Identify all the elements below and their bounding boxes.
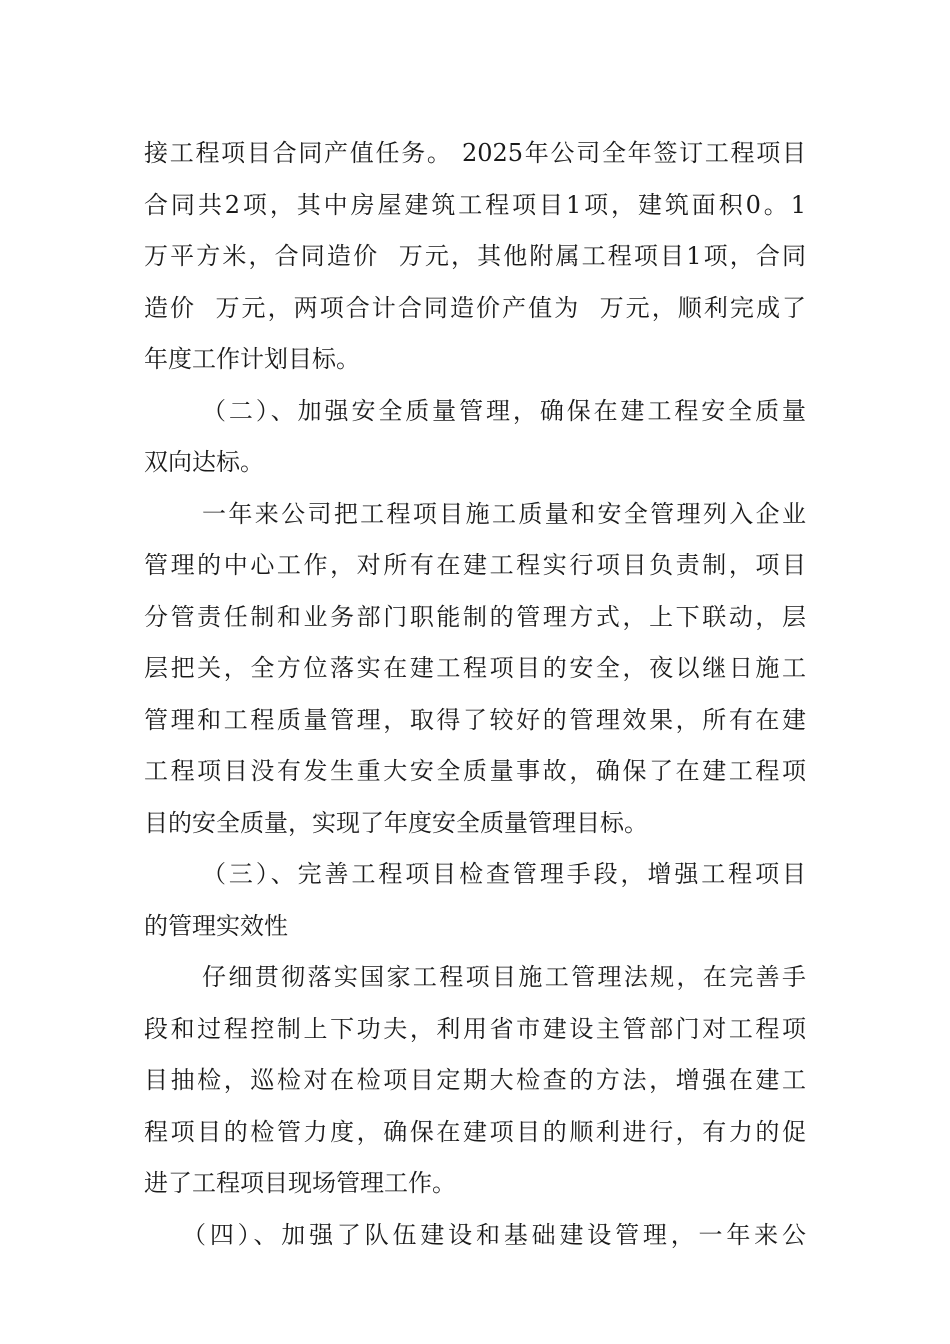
document-body bbox=[144, 128, 806, 1261]
text-line-10: 分管责任制和业务部门职能制的管理方式，上下联动，层 bbox=[144, 602, 806, 631]
section-heading-2-cont: 双向达标。 bbox=[144, 448, 264, 476]
text-line-14: 目的安全质量，实现了年度安全质量管理目标。 bbox=[144, 808, 648, 837]
text-line-13: 工程项目没有发生重大安全质量事故，确保了在建工程项 bbox=[144, 757, 806, 785]
text-line-17: 仔细贯彻落实国家工程项目施工管理法规，在完善手 bbox=[202, 963, 806, 991]
text-line-20: 程项目的检管力度，确保在建项目的顺利进行，有力的促 bbox=[144, 1117, 806, 1146]
text-line-12: 管理和工程质量管理，取得了较好的管理效果，所有在建 bbox=[144, 705, 806, 734]
section-heading-4: （四）、加强了队伍建设和基础建设管理，一年来公 bbox=[182, 1220, 806, 1249]
text-line-11: 层把关，全方位落实在建工程项目的安全，夜以继日施工 bbox=[144, 654, 806, 682]
text-line-18: 段和过程控制上下功夫，利用省市建设主管部门对工程项 bbox=[144, 1014, 806, 1043]
text-line-9: 管理的中心工作，对所有在建工程实行项目负责制，项目 bbox=[144, 551, 806, 579]
text-line-19: 目抽检，巡检对在检项目定期大检查的方法，增强在建工 bbox=[144, 1066, 806, 1094]
text-line-8: 一年来公司把工程项目施工质量和安全管理列入企业 bbox=[202, 499, 806, 528]
text-line-4: 造价 万元，两项合计合同造价产值为 万元，顺利完成了 bbox=[144, 293, 806, 322]
text-line-2: 合同共2项，其中房屋建筑工程项目1项，建筑面积0。1 bbox=[144, 190, 806, 219]
section-heading-3-cont: 的管理实效性 bbox=[144, 911, 288, 940]
text-line-3: 万平方米，合同造价 万元，其他附属工程项目1项，合同 bbox=[144, 242, 806, 270]
text-line-5: 年度工作计划目标。 bbox=[144, 345, 360, 373]
text-line-1: 接工程项目合同产值任务。 2025年公司全年签订工程项目 bbox=[144, 139, 806, 167]
text-line-21: 进了工程项目现场管理工作。 bbox=[144, 1169, 456, 1197]
section-heading-3: （三）、完善工程项目检查管理手段，增强工程项目 bbox=[202, 860, 806, 888]
section-heading-2: （二）、加强安全质量管理，确保在建工程安全质量 bbox=[202, 396, 806, 425]
